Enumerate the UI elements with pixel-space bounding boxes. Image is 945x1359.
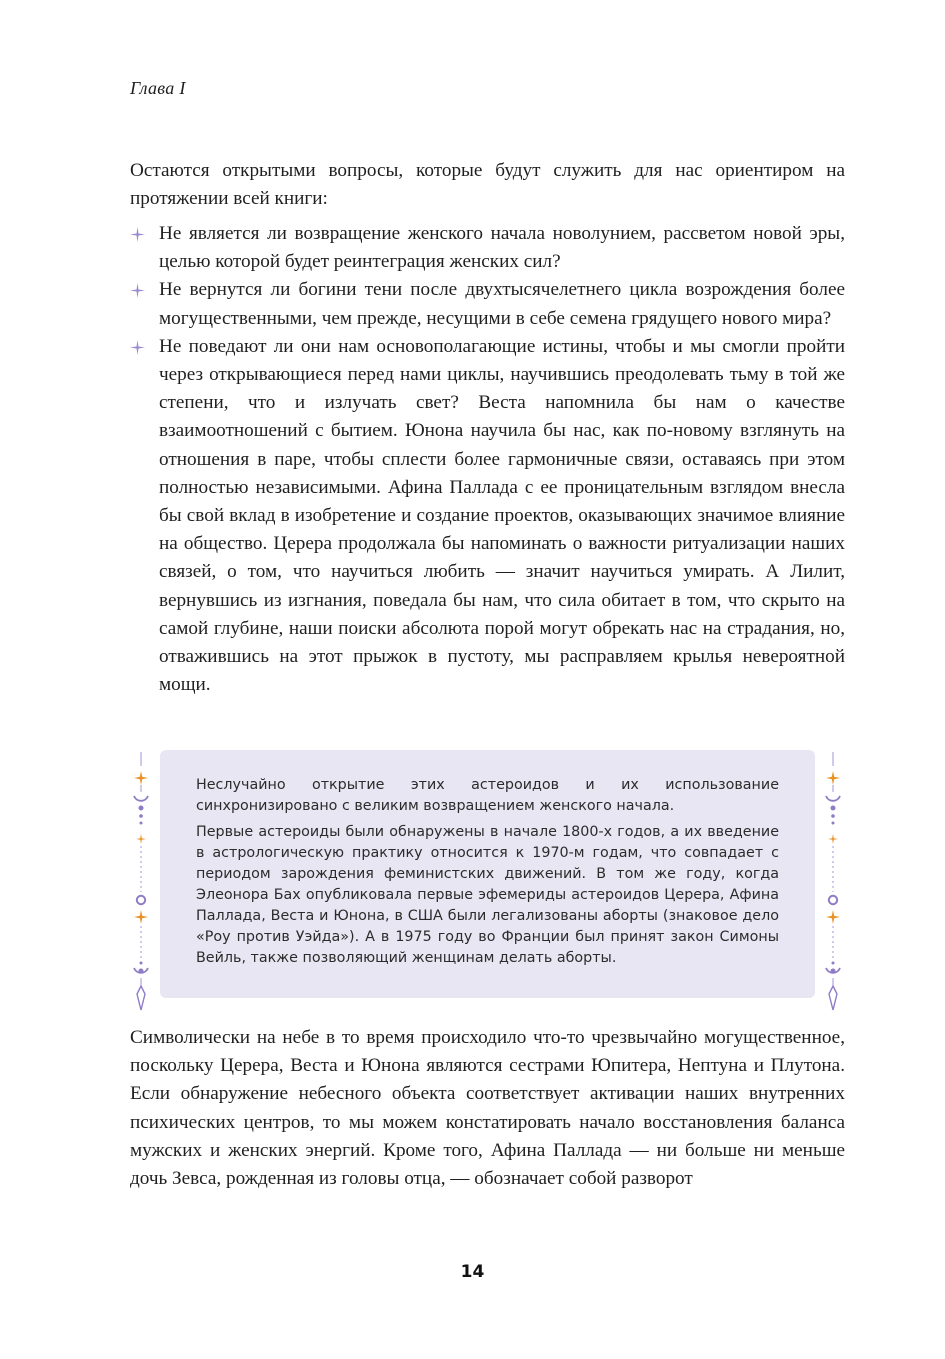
page-number: 14 xyxy=(460,1262,485,1282)
callout-paragraph: Первые астероиды были обнаружены в начале 1800-х годов, а их введение в астрологическую практику относится к 1970-м годам, что совпадает с периодом зарождения феминистских движений. В том же году, когда Элеонора Бах опубликовала первые эфемериды астероидов Церера, Афина Паллада, Веста и Юнона, в США были легализованы аборты (знаковое дело «Роу против Уэйда»). А в 1975 году во Франции был принят закон Симоны Вейль, также позволяющий женщинам делать аборты. xyxy=(196,824,779,966)
celestial-ornament-icon xyxy=(129,752,153,1012)
callout-paragraph: Неслучайно открытие этих астероидов и их использование синхронизировано с великим возвращением женского начала. xyxy=(196,777,779,814)
list-item xyxy=(130,333,845,700)
list-item xyxy=(130,276,845,332)
body-paragraph: Символически на небе в то время происходило что-то чрезвычайно могущественное, поскольку Церера, Веста и Юнона являются сестрами Юпитера, Нептуна и Плутона. Если обнаружение небесного объекта соответствует активации наших внутренних психических центров, то мы можем констатировать начало восстановления баланса мужских и женских энергий. Кроме того, Афина Паллада — ни больше ни меньше дочь Зевса, рожденная из головы отца, — обозначает собой разворот xyxy=(130,1027,845,1190)
sparkle-star-icon xyxy=(130,340,145,355)
list-item-text: Не вернутся ли богини тени после двухтысячелетнего цикла возрождения более могущественными, чем прежде, несущими в себе семена грядущего нового мира? xyxy=(159,279,845,329)
celestial-ornament-icon xyxy=(821,752,845,1012)
intro-paragraph: Остаются открытыми вопросы, которые будут служить для нас ориентиром на протяжении всей книги: xyxy=(130,160,845,210)
sparkle-star-icon xyxy=(130,227,145,242)
questions-list xyxy=(130,220,845,699)
chapter-header: Глава I xyxy=(130,78,186,98)
callout-box xyxy=(160,750,815,998)
sparkle-star-icon xyxy=(130,283,145,298)
list-item xyxy=(130,220,845,276)
list-item-text: Не является ли возвращение женского начала новолунием, рассветом новой эры, целью которой будет реинтеграция женских сил? xyxy=(159,223,845,273)
callout-text xyxy=(196,775,779,969)
list-item-text: Не поведают ли они нам основополагающие истины, чтобы и мы смогли пройти через открывающиеся перед нами циклы, научившись преодолевать тьму в той же степени, что и излучать свет? Веста напомнила бы нам о качестве взаимоотношений с бытием. Юнона научила бы нас, как по-новому взглянуть на отношения в паре, чтобы сплести более гармоничные связи, оставаясь при этом полностью независимыми. Афина Паллада с ее проницательным взглядом внесла бы свой вклад в изобретение и создание проектов, оказывающих значимое влияние на общество. Церера продолжала бы напоминать о важности ритуализации наших связей, о том, что научиться любить — значит научиться умирать. А Лилит, вернувшись из изгнания, поведала бы нам, что сила обитает в том, что скрыто на самой глубине, наши поиски абсолюта порой могут обрекать нас на страдания, но, отважившись на этот прыжок в пустоту, мы расправляем крылья невероятной мощи. xyxy=(159,335,845,696)
